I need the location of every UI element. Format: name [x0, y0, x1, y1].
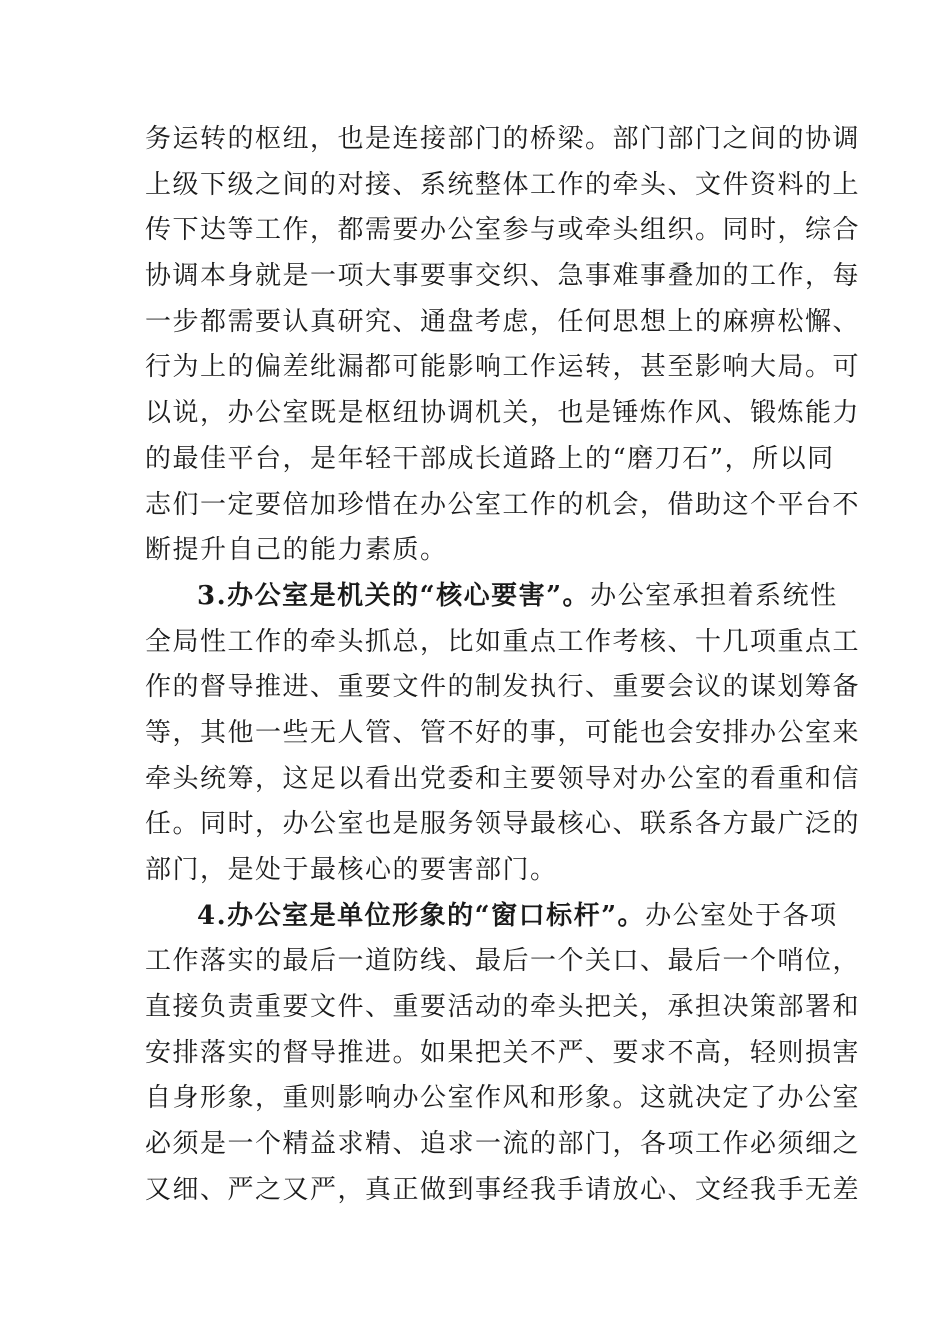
section-3-heading: 3.办公室是机关的“核心要害”。 [197, 580, 591, 611]
section-4-paragraph [145, 894, 861, 1214]
text-line: 协调本身就是一项大事要事交织、急事难事叠加的工作，每 [145, 261, 861, 292]
text-line: 断提升自己的能力素质。 [145, 535, 448, 566]
section-3-paragraph [145, 574, 861, 894]
text-line: 上级下级之间的对接、系统整体工作的牵头、文件资料的上 [145, 169, 861, 200]
text-line: 直接负责重要文件、重要活动的牵头把关，承担决策部署和 [145, 992, 861, 1023]
text-line: 牵头统筹，这足以看出党委和主要领导对办公室的看重和信 [145, 763, 861, 794]
text-line: 安排落实的督导推进。如果把关不严、要求不高，轻则损害 [145, 1037, 861, 1068]
text-line: 一步都需要认真研究、通盘考虑，任何思想上的麻痹松懈、 [145, 306, 861, 337]
section-4-first-line [145, 894, 838, 940]
document-body [145, 117, 861, 1214]
text-line: 自身形象，重则影响办公室作风和形象。这就决定了办公室 [145, 1083, 861, 1114]
section-4-first-line-text: 办公室处于各项 [645, 900, 838, 931]
section-4-heading: 4.办公室是单位形象的“窗口标杆”。 [197, 900, 646, 931]
text-line: 全局性工作的牵头抓总，比如重点工作考核、十几项重点工 [145, 626, 861, 657]
section-3-first-line-text: 办公室承担着系统性 [590, 580, 838, 611]
text-line: 必须是一个精益求精、追求一流的部门，各项工作必须细之 [145, 1129, 861, 1160]
text-line: 的最佳平台，是年轻干部成长道路上的“磨刀石”，所以同 [145, 443, 835, 474]
text-line: 传下达等工作，都需要办公室参与或牵头组织。同时，综合 [145, 215, 861, 246]
text-line: 作的督导推进、重要文件的制发执行、重要会议的谋划筹备 [145, 672, 861, 703]
text-line: 等，其他一些无人管、管不好的事，可能也会安排办公室来 [145, 717, 861, 748]
text-line: 行为上的偏差纰漏都可能影响工作运转，甚至影响大局。可 [145, 352, 861, 383]
text-line: 以说，办公室既是枢纽协调机关，也是锤炼作风、锻炼能力 [145, 398, 861, 429]
text-line: 志们一定要倍加珍惜在办公室工作的机会，借助这个平台不 [145, 489, 861, 520]
paragraph-continued [145, 117, 861, 574]
section-3-first-line [145, 574, 838, 620]
text-line: 又细、严之又严，真正做到事经我手请放心、文经我手无差 [145, 1174, 861, 1205]
text-line: 部门，是处于最核心的要害部门。 [145, 855, 558, 885]
text-line: 工作落实的最后一道防线、最后一个关口、最后一个哨位， [145, 946, 861, 977]
text-line: 务运转的枢纽，也是连接部门的桥梁。部门部门之间的协调 [145, 124, 861, 154]
text-line: 任。同时，办公室也是服务领导最核心、联系各方最广泛的 [145, 809, 861, 840]
